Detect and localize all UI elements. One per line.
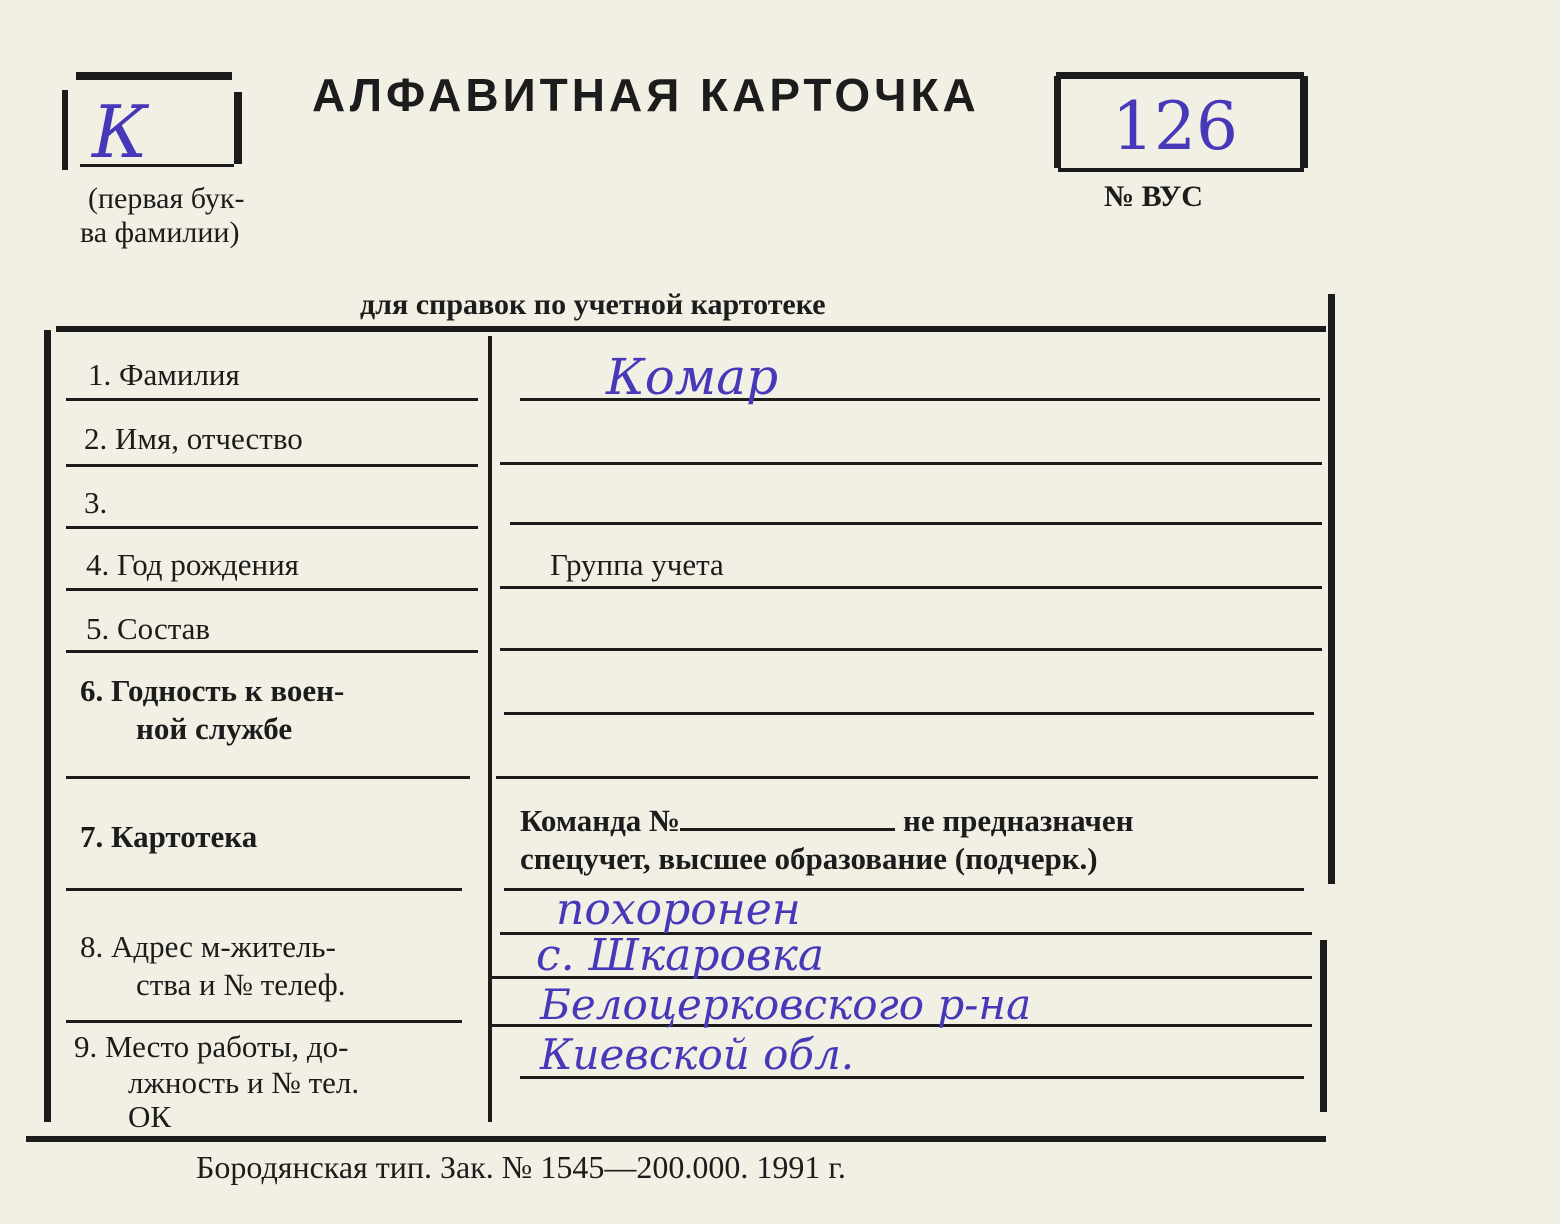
vus-caption: № ВУС [1104,180,1203,213]
field-label-composition: 5. Состав [86,611,211,646]
team-number-suffix: не предназначен [902,803,1134,838]
row-rule-left-8 [66,1020,462,1023]
letter-box-top [76,72,232,80]
address-value-1: похоронен [556,884,801,935]
field-label-fitness-2: ной службе [136,711,293,746]
letter-caption-1: (первая бук- [88,182,245,215]
row-rule-right-5 [500,648,1322,651]
card-subtitle: для справок по учетной картотеке [360,288,826,321]
field-label-group: Группа учета [550,547,724,582]
row-rule-left-7 [66,888,462,891]
table-right-border-lower [1320,940,1327,1112]
row-rule-left-6 [66,776,470,779]
row-rule-right-3 [510,522,1322,525]
team-number-blank [680,804,895,831]
field-label-surname: 1. Фамилия [88,357,240,392]
field-label-name: 2. Имя, отчество [84,421,303,456]
field-label-file: 7. Картотека [80,819,258,854]
card-title: АЛФАВИТНАЯ КАРТОЧКА [312,69,980,121]
row-rule-right-2 [500,462,1322,465]
row-rule-left-5 [66,650,478,653]
special-registration-label: спецучет, высшее образование (подчерк.) [520,841,1098,876]
table-right-border-upper [1328,294,1335,884]
letter-box-left [62,90,68,170]
surname-value: Комар [606,348,779,406]
row-rule-right-6 [504,712,1314,715]
vus-value: 126 [1112,88,1238,165]
field-label-fitness-1: 6. Годность к воен- [80,673,345,708]
vus-box-right [1300,76,1308,168]
table-top-border [56,326,1326,332]
team-number-label [520,802,1134,840]
field-label-3: 3. [84,485,108,520]
row-rule-right-4 [500,586,1322,589]
row-rule-left-4 [66,588,478,591]
address-value-2: с. Шкаровка [536,930,825,981]
printer-imprint: Бородянская тип. Зак. № 1545—200.000. 1991 г. [196,1149,846,1185]
field-label-work-3: ОК [128,1099,172,1134]
table-bottom-border [26,1136,1326,1142]
row-rule-left-1 [66,398,478,401]
table-middle-divider [488,336,492,1122]
work-value-1: Белоцерковского р-на [540,980,1032,1029]
vus-box-bottom [1058,168,1304,172]
letter-box-right [234,92,242,164]
vus-box-top [1056,72,1304,79]
row-rule-left-3 [66,526,478,529]
field-label-birth-year: 4. Год рождения [86,547,299,582]
field-label-address-2: ства и № телеф. [136,967,346,1002]
letter-caption-2: ва фамилии) [80,216,240,249]
table-left-border [44,330,51,1122]
field-label-work-1: 9. Место работы, до- [74,1029,349,1064]
field-label-address-1: 8. Адрес м-житель- [80,929,336,964]
row-rule-left-2 [66,464,478,467]
vus-box-left [1054,76,1061,168]
row-rule-right-7 [496,776,1318,779]
team-number-prefix: Команда № [520,803,681,838]
work-value-2: Киевской обл. [540,1030,855,1079]
letter-value: К [92,90,148,174]
field-label-work-2: лжность и № тел. [128,1065,360,1100]
